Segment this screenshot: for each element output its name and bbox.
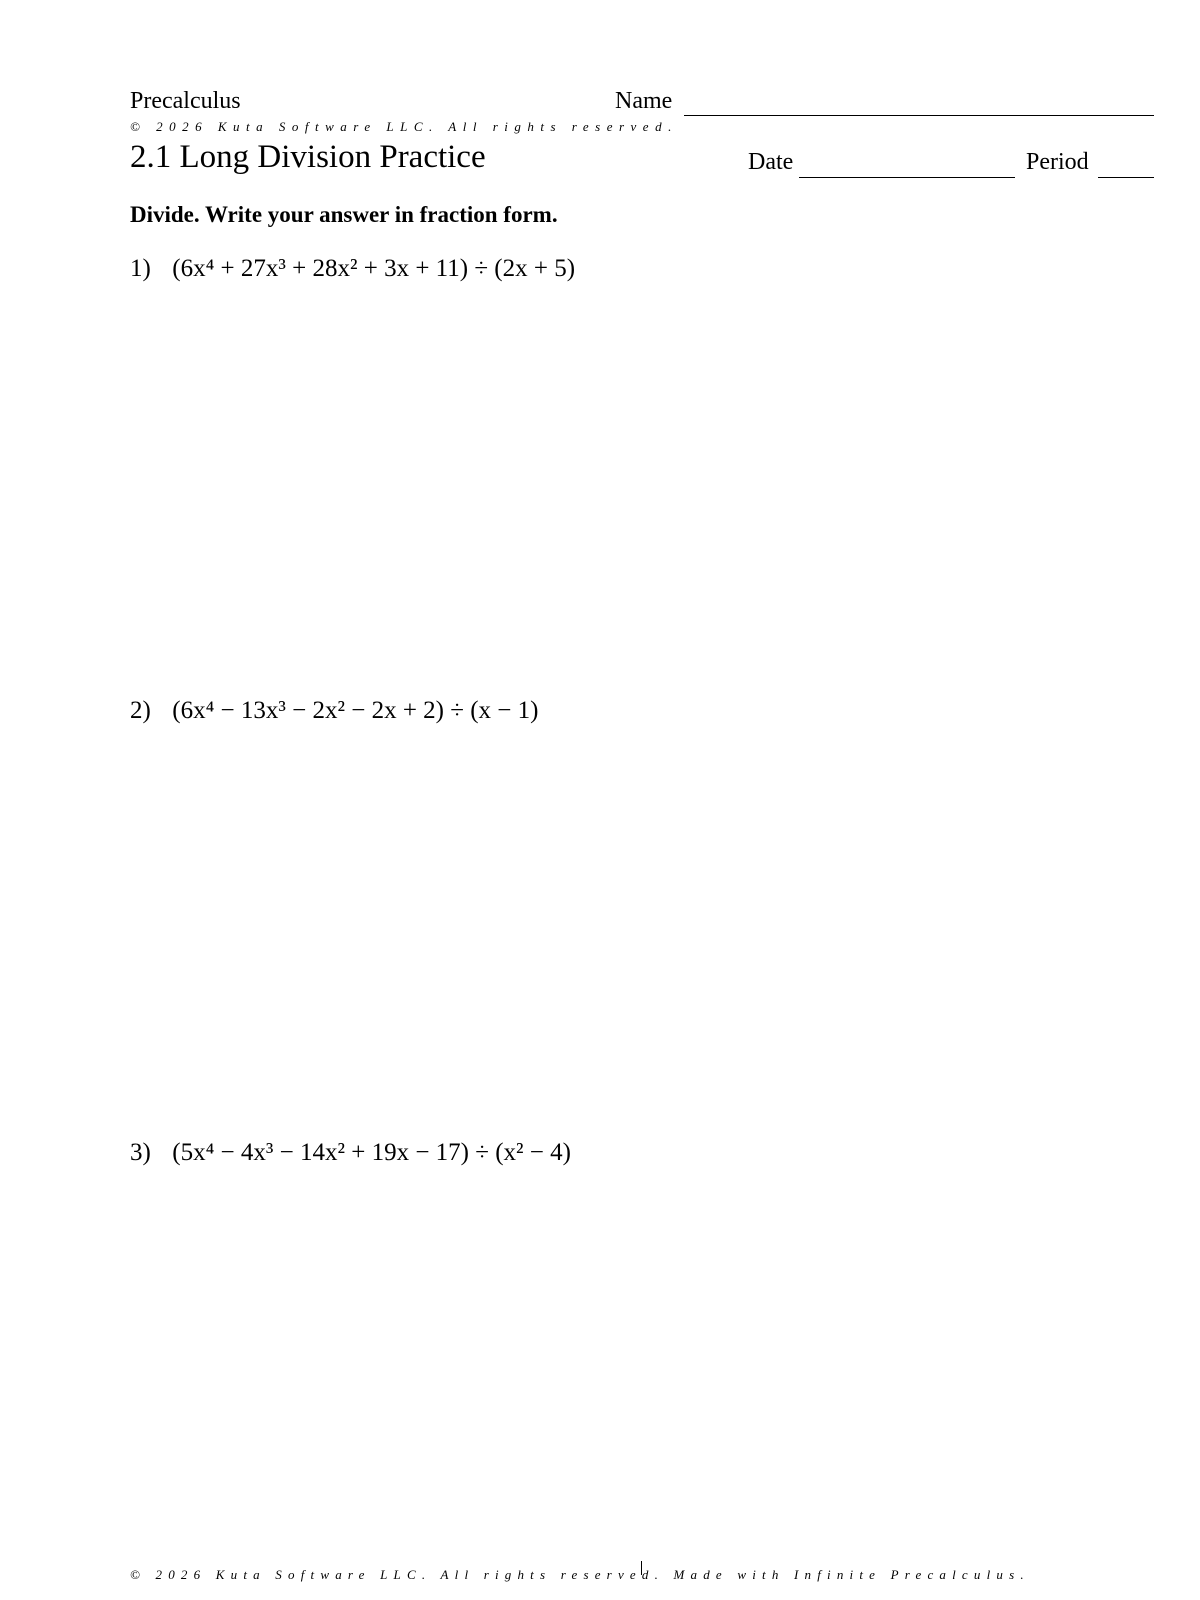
period-field-line <box>1098 177 1154 178</box>
copyright-notice: © 2026 Kuta Software LLC. All rights reserved. <box>130 119 678 134</box>
problem-expression: (6x⁴ + 27x³ + 28x² + 3x + 11) ÷ (2x + 5) <box>172 255 576 282</box>
problem-number: 3) <box>130 1139 151 1166</box>
problem-2 <box>130 697 538 725</box>
problem-3 <box>130 1139 571 1167</box>
problem-number: 2) <box>130 697 151 724</box>
problem-1 <box>130 255 575 283</box>
name-field-line <box>684 115 1154 116</box>
problem-number: 1) <box>130 255 151 282</box>
date-label: Date <box>748 149 794 175</box>
name-label: Name <box>615 88 673 114</box>
problem-expression: (6x⁴ − 13x³ − 2x² − 2x + 2) ÷ (x − 1) <box>172 697 539 724</box>
instructions: Divide. Write your answer in fraction form. <box>130 202 558 227</box>
problem-expression: (5x⁴ − 4x³ − 14x² + 19x − 17) ÷ (x² − 4) <box>172 1139 571 1166</box>
date-field-line <box>799 177 1015 178</box>
course-name: Precalculus <box>130 88 241 114</box>
footer-copyright: © 2026 Kuta Software LLC. All rights reserved. Made with Infinite Precalculus. <box>130 1567 1030 1582</box>
period-label: Period <box>1026 149 1089 175</box>
worksheet-title: 2.1 Long Division Practice <box>130 139 486 175</box>
